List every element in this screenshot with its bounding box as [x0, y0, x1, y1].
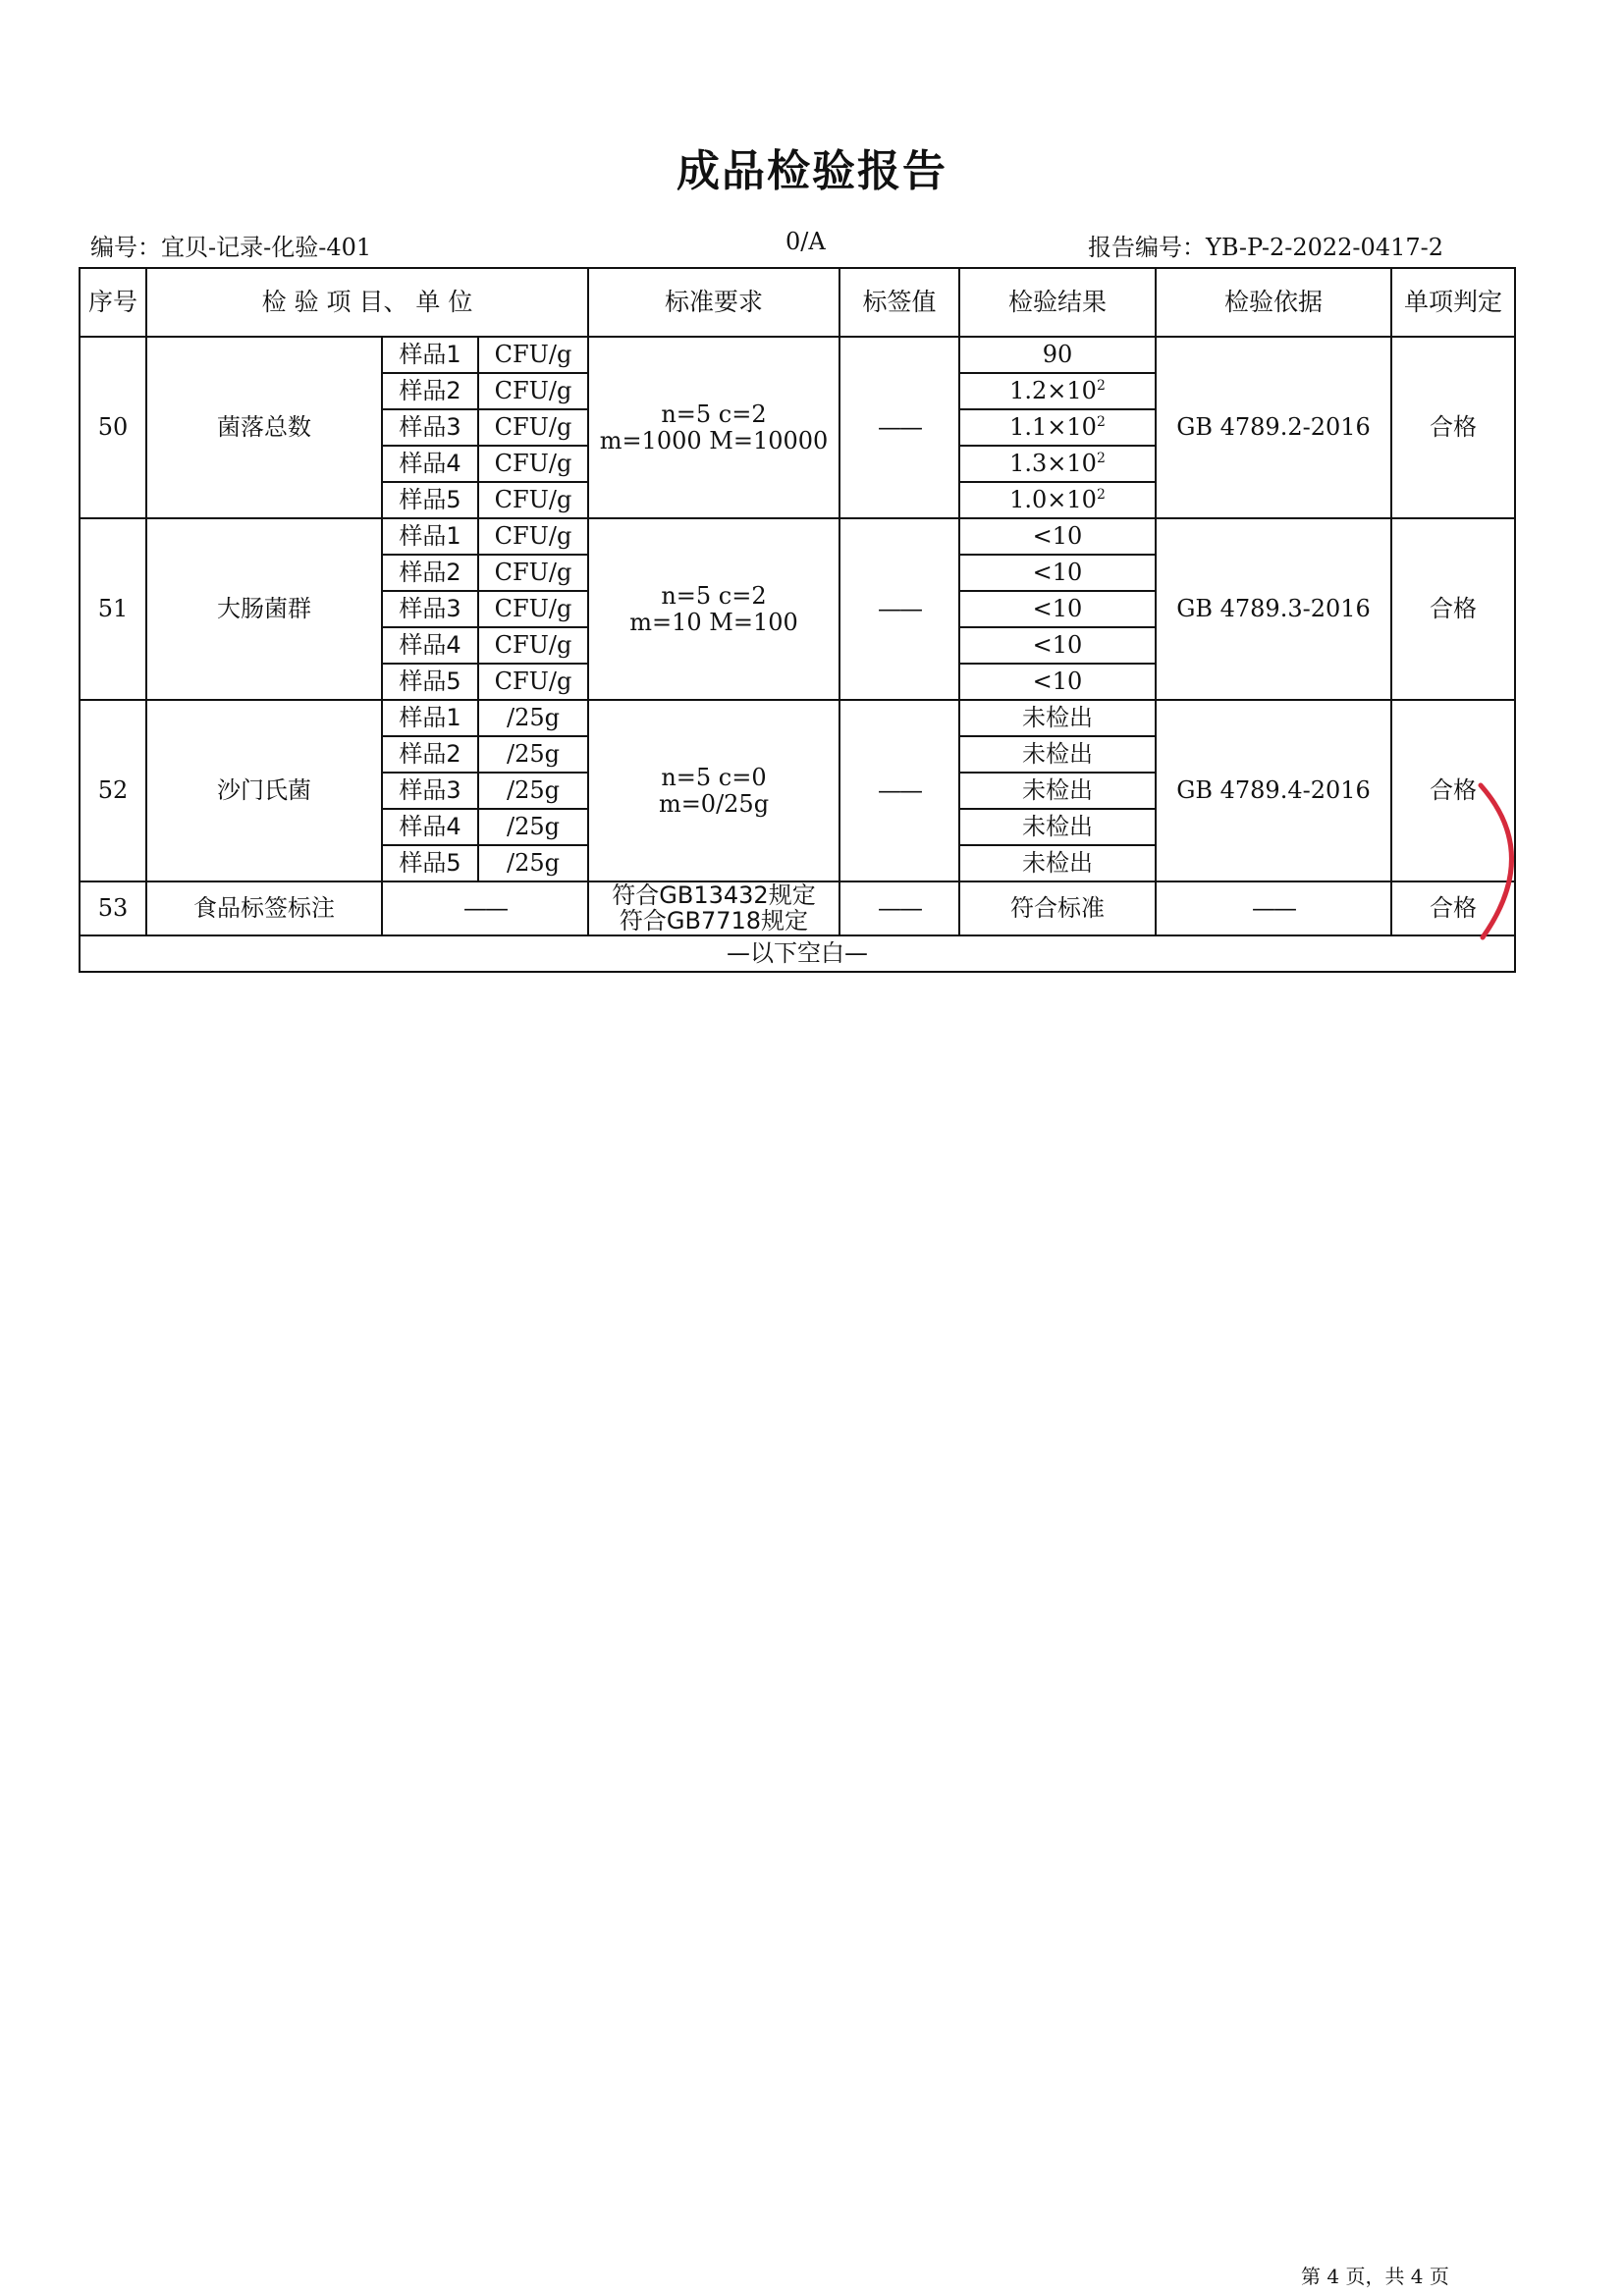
unit-cell: CFU/g: [478, 518, 588, 555]
sample-cell: 样品2: [382, 555, 478, 591]
result-cell: [959, 591, 1156, 627]
result-cell: [959, 627, 1156, 664]
seq-cell: 51: [80, 518, 146, 700]
unit-cell: CFU/g: [478, 664, 588, 700]
item-name-cell: 沙门氏菌: [146, 700, 382, 881]
unit-cell: /25g: [478, 736, 588, 773]
label-value-cell: ——: [839, 881, 959, 935]
result-cell: [959, 809, 1156, 845]
unit-cell: CFU/g: [478, 591, 588, 627]
sample-cell: 样品1: [382, 700, 478, 736]
item-name-cell: 菌落总数: [146, 337, 382, 518]
result-cell: [959, 773, 1156, 809]
result-cell: [959, 337, 1156, 373]
unit-cell: CFU/g: [478, 337, 588, 373]
sample-cell: 样品4: [382, 809, 478, 845]
unit-cell: CFU/g: [478, 373, 588, 409]
version-number: 0/A: [785, 228, 826, 255]
blank-row: [80, 935, 1515, 972]
unit-cell: /25g: [478, 773, 588, 809]
result-value: <10: [1032, 667, 1083, 696]
label-value-cell: ——: [839, 337, 959, 518]
result-cell: [959, 700, 1156, 736]
standard-cell: 符合GB13432规定 符合GB7718规定: [588, 881, 839, 935]
result-exponent: 2: [1096, 414, 1106, 431]
result-exponent: 2: [1096, 487, 1106, 504]
sample-cell: 样品3: [382, 773, 478, 809]
result-value: 未检出: [1022, 704, 1093, 732]
result-value: <10: [1032, 631, 1083, 660]
result-value: 未检出: [1022, 776, 1093, 805]
result-value: 未检出: [1022, 849, 1093, 878]
judgement-cell: 合格: [1391, 518, 1515, 700]
sample-cell: 样品3: [382, 591, 478, 627]
seq-cell: 50: [80, 337, 146, 518]
unit-cell: /25g: [478, 809, 588, 845]
header-basis: 检验依据: [1156, 268, 1391, 337]
sample-cell: 样品5: [382, 845, 478, 881]
result-cell: [959, 373, 1156, 409]
table-row: [80, 700, 1515, 736]
result-value: 1.2×10: [1009, 377, 1097, 405]
result-value: 1.1×10: [1009, 413, 1097, 442]
standard-cell: n=5 c=2 m=1000 M=10000: [588, 337, 839, 518]
judgement-cell: 合格: [1391, 881, 1515, 935]
result-value: <10: [1032, 559, 1083, 587]
sample-cell: 样品4: [382, 446, 478, 482]
result-exponent: 2: [1096, 378, 1106, 395]
basis-cell: GB 4789.4-2016: [1156, 700, 1391, 881]
result-cell: [959, 664, 1156, 700]
seq-cell: 53: [80, 881, 146, 935]
unit-cell: CFU/g: [478, 482, 588, 518]
result-cell: [959, 555, 1156, 591]
red-seal-stamp: [1473, 775, 1561, 942]
page-footer: 第 4 页，共 4 页: [1301, 2265, 1449, 2288]
header-standard: 标准要求: [588, 268, 839, 337]
table-row: [80, 337, 1515, 373]
label-value-cell: ——: [839, 700, 959, 881]
result-value: 未检出: [1022, 740, 1093, 769]
result-exponent: 2: [1096, 451, 1106, 467]
result-cell: 符合标准: [959, 881, 1156, 935]
report-number: 报告编号：YB-P-2-2022-0417-2: [1088, 234, 1444, 261]
sample-cell: 样品1: [382, 337, 478, 373]
judgement-cell: 合格: [1391, 700, 1515, 881]
result-value: 1.3×10: [1009, 450, 1097, 478]
result-cell: [959, 518, 1156, 555]
unit-cell: CFU/g: [478, 555, 588, 591]
sample-cell: 样品2: [382, 736, 478, 773]
judgement-cell: 合格: [1391, 337, 1515, 518]
record-number: 编号：宜贝-记录-化验-401: [90, 234, 372, 261]
result-value: 90: [1042, 341, 1073, 369]
unit-cell: /25g: [478, 700, 588, 736]
inspection-table: [79, 267, 1516, 973]
item-name-cell: 食品标签标注: [146, 881, 382, 935]
basis-cell: GB 4789.2-2016: [1156, 337, 1391, 518]
sample-cell: 样品2: [382, 373, 478, 409]
sample-cell: 样品5: [382, 482, 478, 518]
report-title: 成品检验报告: [677, 146, 947, 196]
sample-cell: 样品1: [382, 518, 478, 555]
result-cell: [959, 845, 1156, 881]
basis-cell: GB 4789.3-2016: [1156, 518, 1391, 700]
result-cell: [959, 736, 1156, 773]
header-item: 检 验 项 目、 单 位: [146, 268, 588, 337]
item-name-cell: 大肠菌群: [146, 518, 382, 700]
table-row: [80, 518, 1515, 555]
result-value: <10: [1032, 522, 1083, 551]
unit-cell: CFU/g: [478, 627, 588, 664]
header-judgement: 单项判定: [1391, 268, 1515, 337]
result-value: 1.0×10: [1009, 486, 1097, 514]
header-result: 检验结果: [959, 268, 1156, 337]
header-label-value: 标签值: [839, 268, 959, 337]
standard-cell: n=5 c=2 m=10 M=100: [588, 518, 839, 700]
basis-cell: ——: [1156, 881, 1391, 935]
unit-cell: /25g: [478, 845, 588, 881]
table-row-label: [80, 881, 1515, 935]
result-value: 未检出: [1022, 813, 1093, 841]
unit-cell: ——: [382, 881, 588, 935]
unit-cell: CFU/g: [478, 409, 588, 446]
label-value-cell: ——: [839, 518, 959, 700]
sample-cell: 样品5: [382, 664, 478, 700]
blank-note: —以下空白—: [80, 935, 1515, 972]
unit-cell: CFU/g: [478, 446, 588, 482]
standard-cell: n=5 c=0 m=0/25g: [588, 700, 839, 881]
sample-cell: 样品4: [382, 627, 478, 664]
header-seq: 序号: [80, 268, 146, 337]
seq-cell: 52: [80, 700, 146, 881]
result-cell: [959, 409, 1156, 446]
header-row: [80, 268, 1515, 337]
result-cell: [959, 446, 1156, 482]
result-value: <10: [1032, 595, 1083, 623]
result-cell: [959, 482, 1156, 518]
sample-cell: 样品3: [382, 409, 478, 446]
